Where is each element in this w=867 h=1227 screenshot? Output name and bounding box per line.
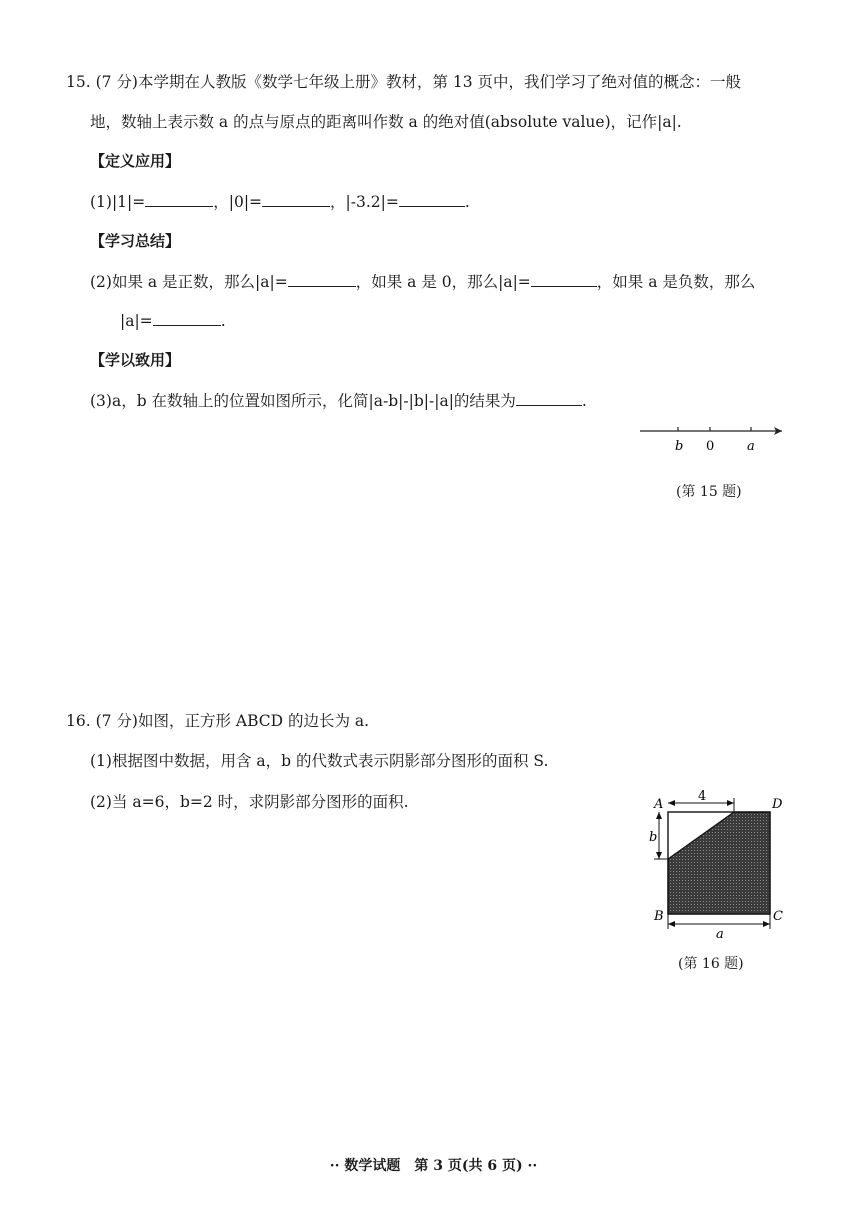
answer-blank-zero[interactable] xyxy=(531,272,597,287)
q15-part2 xyxy=(90,270,755,292)
q15-part2-text-b: ，如果 a 是 0，那么|a|= xyxy=(355,273,531,291)
q15-part1-end: . xyxy=(464,193,470,211)
vertex-D: D xyxy=(772,797,783,812)
q15-part1-text-c: ，|-3.2|= xyxy=(330,193,399,211)
q15-part3 xyxy=(90,389,587,411)
q15-stem-line1: 15. (7 分)本学期在人教版《数学七年级上册》教材，第 13 页中，我们学习了绝对值的概念：一般 xyxy=(66,73,742,91)
section-apply-learning: 【学以致用】 xyxy=(90,351,181,369)
page-footer: ·· 数学试题 第 3 页(共 6 页) ·· xyxy=(329,1158,538,1174)
q16-part1: (1)根据图中数据，用含 a，b 的代数式表示阴影部分图形的面积 S. xyxy=(90,752,549,770)
number-line-figure xyxy=(636,420,788,460)
q15-stem-line2: 地，数轴上表示数 a 的点与原点的距离叫作数 a 的绝对值(absolute value)，记作|a|. xyxy=(90,113,682,131)
q15-part2-text-a: (2)如果 a 是正数，那么|a|= xyxy=(90,273,288,291)
label-4: 4 xyxy=(698,789,707,804)
q15-part3-text: (3)a，b 在数轴上的位置如图所示，化简|a-b|-|b|-|a|的结果为 xyxy=(90,392,516,410)
q15-part2-text-d: |a|= xyxy=(120,312,153,330)
label-b: b xyxy=(675,439,684,454)
q15-part3-end: . xyxy=(581,392,587,410)
q15-part1-text-b: ，|0|= xyxy=(213,193,263,211)
q15-part2-cont xyxy=(120,311,226,330)
label-b-dim: b xyxy=(649,830,658,845)
q15-part2-text-c: ，如果 a 是负数，那么 xyxy=(596,273,756,291)
label-a: a xyxy=(747,439,755,454)
answer-blank-simplify[interactable] xyxy=(516,391,582,406)
q16-stem: 16. (7 分)如图，正方形 ABCD 的边长为 a. xyxy=(66,712,370,730)
label-a-dim: a xyxy=(716,927,724,942)
vertex-B: B xyxy=(654,909,664,924)
answer-blank-abs-0[interactable] xyxy=(262,192,330,207)
answer-blank-abs-neg3.2[interactable] xyxy=(399,192,465,207)
label-0: 0 xyxy=(706,439,715,454)
vertex-C: C xyxy=(773,909,783,924)
q15-figure-caption: (第 15 题) xyxy=(676,484,742,500)
q15-part1 xyxy=(90,190,470,212)
shaded-region xyxy=(668,812,770,914)
section-learning-summary: 【学习总结】 xyxy=(90,232,181,250)
q16-part2: (2)当 a=6，b=2 时，求阴影部分图形的面积. xyxy=(90,793,409,811)
square-abcd-figure xyxy=(648,786,790,946)
vertex-A: A xyxy=(654,797,664,812)
q15-part2-end: . xyxy=(220,312,226,330)
answer-blank-negative[interactable] xyxy=(153,311,221,326)
q16-figure-caption: (第 16 题) xyxy=(678,956,744,972)
answer-blank-abs-1[interactable] xyxy=(145,192,213,207)
q15-part1-text-a: (1)|1|= xyxy=(90,193,146,211)
answer-blank-positive[interactable] xyxy=(288,272,356,287)
section-definition-application: 【定义应用】 xyxy=(90,152,181,170)
